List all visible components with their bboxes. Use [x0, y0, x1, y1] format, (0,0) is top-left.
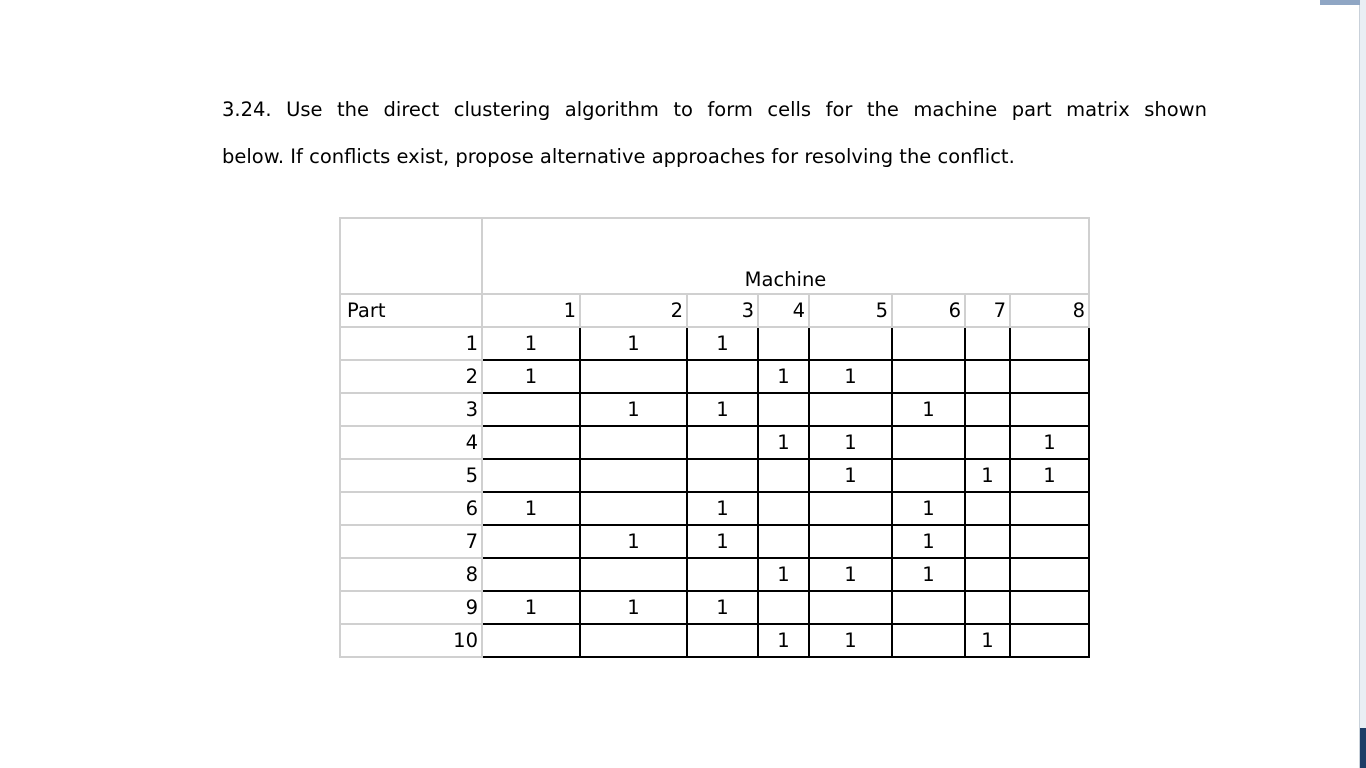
cell-value: 1: [981, 629, 994, 652]
matrix-cell: [809, 591, 892, 624]
matrix-cell: [687, 393, 758, 426]
cell-value: 1: [716, 530, 729, 553]
matrix-cell: [1010, 492, 1089, 525]
cell-value: 1: [716, 497, 729, 520]
matrix-cell: [758, 327, 809, 360]
window-scrollbar[interactable]: [1359, 0, 1366, 768]
cell-value: 1: [844, 629, 857, 652]
machine-number-5: 5: [809, 294, 892, 327]
problem-statement: [222, 86, 1207, 180]
matrix-cell: [892, 492, 965, 525]
matrix-cell: [809, 492, 892, 525]
matrix-cell: [758, 459, 809, 492]
table-row: [340, 327, 1089, 360]
matrix-cell: [809, 525, 892, 558]
table-row: [340, 459, 1089, 492]
matrix-cell: [809, 558, 892, 591]
cell-value: 1: [524, 365, 538, 388]
header-row-machine-numbers: [340, 294, 1089, 327]
matrix-cell: [580, 327, 687, 360]
matrix-cell: [892, 525, 965, 558]
matrix-cell: [687, 624, 758, 657]
part-number: 8: [340, 558, 482, 591]
matrix-cell: [965, 492, 1010, 525]
matrix-cell: [580, 591, 687, 624]
matrix-cell: [482, 558, 580, 591]
matrix-cell: [892, 591, 965, 624]
matrix-cell: [965, 327, 1010, 360]
cell-value: 1: [524, 596, 538, 619]
problem-line-2: below. If conflicts exist, propose alternative approaches for resolving the conflict.: [222, 145, 1015, 168]
matrix-cell: [687, 459, 758, 492]
taskbar-edge: [1360, 728, 1366, 768]
matrix-cell: [1010, 591, 1089, 624]
matrix-cell: [687, 591, 758, 624]
matrix-cell: [580, 492, 687, 525]
window-edge-accent: [1320, 0, 1360, 5]
part-number: 6: [340, 492, 482, 525]
matrix-cell: [580, 558, 687, 591]
cell-value: 1: [716, 398, 729, 421]
matrix-cell: [965, 459, 1010, 492]
machine-number-6: 6: [892, 294, 965, 327]
machine-number-1: 1: [482, 294, 580, 327]
matrix-cell: [809, 393, 892, 426]
machine-part-matrix: [339, 217, 1090, 658]
cell-value: 1: [1043, 431, 1056, 454]
matrix-cell: [892, 558, 965, 591]
matrix-cell: [687, 426, 758, 459]
cell-value: 1: [922, 398, 935, 421]
machine-number-2: 2: [580, 294, 687, 327]
matrix-cell: [965, 591, 1010, 624]
matrix-cell: [580, 525, 687, 558]
matrix-cell: [687, 492, 758, 525]
matrix-cell: [892, 393, 965, 426]
machine-label: Machine: [482, 218, 1089, 294]
problem-line-1: 3.24. Use the direct clustering algorithm to form cells for the machine part matrix shown: [222, 98, 1207, 121]
cell-value: 1: [777, 431, 790, 454]
matrix-cell: [482, 393, 580, 426]
matrix-cell: [687, 360, 758, 393]
matrix-cell: [687, 558, 758, 591]
matrix-cell: [809, 426, 892, 459]
table-row: [340, 393, 1089, 426]
matrix-cell: [580, 624, 687, 657]
table-row: [340, 591, 1089, 624]
part-number: 10: [340, 624, 482, 657]
table-row: [340, 525, 1089, 558]
table-row: [340, 558, 1089, 591]
matrix-cell: [892, 459, 965, 492]
cell-value: 1: [627, 596, 640, 619]
cell-value: 1: [777, 365, 790, 388]
matrix-cell: [482, 459, 580, 492]
matrix-cell: [965, 393, 1010, 426]
matrix-cell: [687, 327, 758, 360]
matrix-cell: [580, 360, 687, 393]
matrix-cell: [1010, 624, 1089, 657]
matrix-cell: [892, 624, 965, 657]
matrix-cell: [758, 591, 809, 624]
part-number: 4: [340, 426, 482, 459]
matrix-cell: [580, 459, 687, 492]
part-number: 7: [340, 525, 482, 558]
matrix-cell: [580, 426, 687, 459]
table-row: [340, 492, 1089, 525]
table-row: [340, 360, 1089, 393]
matrix-cell: [1010, 360, 1089, 393]
matrix-cell: [1010, 393, 1089, 426]
cell-value: 1: [844, 563, 857, 586]
matrix-cell: [758, 525, 809, 558]
matrix-cell: [809, 327, 892, 360]
cell-value: 1: [922, 497, 935, 520]
corner-cell: [340, 218, 482, 294]
table-row: [340, 624, 1089, 657]
matrix-cell: [1010, 525, 1089, 558]
cell-value: 1: [627, 398, 640, 421]
matrix-cell: [758, 426, 809, 459]
machine-number-7: 7: [965, 294, 1010, 327]
matrix-cell: [809, 360, 892, 393]
matrix-cell: [809, 459, 892, 492]
cell-value: 1: [922, 530, 935, 553]
matrix-cell: [965, 525, 1010, 558]
cell-value: 1: [777, 563, 790, 586]
matrix-cell: [892, 327, 965, 360]
matrix-cell: [482, 492, 580, 525]
cell-value: 1: [627, 332, 640, 355]
matrix-cell: [758, 393, 809, 426]
part-number: 5: [340, 459, 482, 492]
cell-value: 1: [524, 332, 538, 355]
matrix-cell: [1010, 327, 1089, 360]
part-number: 3: [340, 393, 482, 426]
matrix-cell: [892, 360, 965, 393]
cell-value: 1: [981, 464, 994, 487]
matrix-cell: [482, 426, 580, 459]
cell-value: 1: [922, 563, 935, 586]
part-number: 1: [340, 327, 482, 360]
cell-value: 1: [777, 629, 790, 652]
matrix-cell: [482, 525, 580, 558]
machine-number-3: 3: [687, 294, 758, 327]
cell-value: 1: [844, 431, 857, 454]
matrix-cell: [1010, 426, 1089, 459]
matrix-cell: [1010, 459, 1089, 492]
matrix-cell: [758, 558, 809, 591]
matrix-cell: [892, 426, 965, 459]
matrix-cell: [965, 558, 1010, 591]
machine-number-8: 8: [1010, 294, 1089, 327]
matrix-cell: [580, 393, 687, 426]
matrix-cell: [482, 327, 580, 360]
matrix-cell: [1010, 558, 1089, 591]
matrix-cell: [758, 624, 809, 657]
matrix-cell: [758, 360, 809, 393]
matrix-cell: [482, 591, 580, 624]
cell-value: 1: [1043, 464, 1056, 487]
cell-value: 1: [844, 464, 857, 487]
part-number: 9: [340, 591, 482, 624]
matrix-cell: [809, 624, 892, 657]
cell-value: 1: [716, 596, 729, 619]
matrix-cell: [758, 492, 809, 525]
matrix-cell: [482, 624, 580, 657]
matrix-cell: [482, 360, 580, 393]
cell-value: 1: [844, 365, 857, 388]
matrix-cell: [965, 624, 1010, 657]
matrix-cell: [687, 525, 758, 558]
cell-value: 1: [627, 530, 640, 553]
table-row: [340, 426, 1089, 459]
cell-value: 1: [524, 497, 538, 520]
matrix-cell: [965, 360, 1010, 393]
part-label: Part: [340, 294, 482, 327]
cell-value: 1: [716, 332, 729, 355]
part-number: 2: [340, 360, 482, 393]
matrix-cell: [965, 426, 1010, 459]
machine-number-4: 4: [758, 294, 809, 327]
header-row-machine: [340, 218, 1089, 294]
